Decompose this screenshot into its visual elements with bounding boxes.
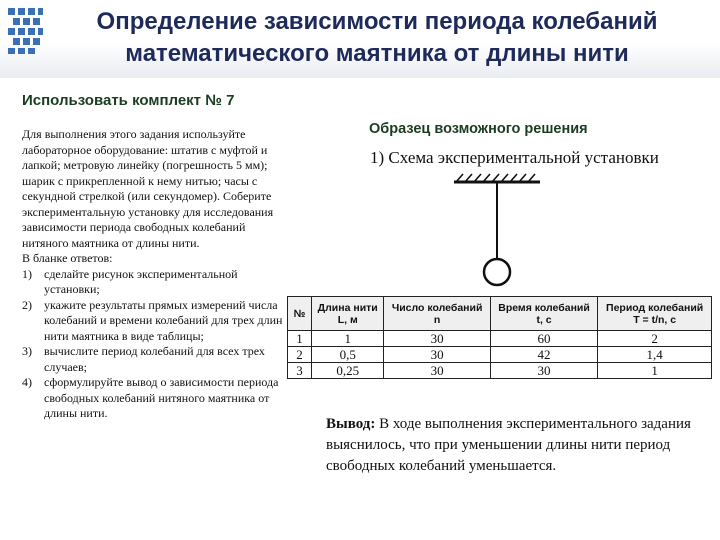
- table-row: [288, 331, 712, 347]
- table-cell: 1: [312, 331, 384, 347]
- conclusion-label: Вывод:: [326, 416, 376, 432]
- table-cell: 30: [384, 331, 490, 347]
- table-cell: 30: [384, 363, 490, 379]
- table-row: [288, 363, 712, 379]
- table-cell: 30: [384, 347, 490, 363]
- column-header-time: Время колебаний t, с: [490, 297, 597, 331]
- page-title: [52, 6, 702, 70]
- step-text: укажите результаты прямых измерений числа колебаний и времени колебаний для трех длин нити маятника в виде таблицы;: [44, 297, 283, 343]
- step-number: 3): [22, 344, 32, 358]
- table-header-row: [288, 297, 712, 331]
- task-steps: [22, 267, 287, 422]
- table-cell: 60: [490, 331, 597, 347]
- table-cell: 42: [490, 347, 597, 363]
- pendulum-diagram: [450, 172, 560, 292]
- task-step: [22, 298, 287, 345]
- conclusion-text: В ходе выполнения экспериментального задания выяснилось, что при уменьшении длины нити период свободных колебаний уменьшается.: [326, 416, 691, 474]
- title-line-2: математического маятника от длины нити: [125, 40, 629, 67]
- sample-solution-title: Образец возможного решения: [369, 121, 588, 137]
- title-line-1: Определение зависимости периода колебаний: [96, 8, 658, 35]
- table-cell: 0,5: [312, 347, 384, 363]
- results-table: [287, 296, 712, 379]
- task-step: [22, 344, 287, 375]
- column-header-period: Период колебаний T = t/n, с: [598, 297, 712, 331]
- task-step: [22, 267, 287, 298]
- step-text: вычислите период колебаний для всех трех случаев;: [44, 344, 265, 374]
- task-intro: Для выполнения этого задания используйте лабораторное оборудование: штатив с муфтой и лапкой; метровую линейку (погрешность 5 мм); шарик с прикрепленной к нему нитью; часы с секундной стрелкой (или секундомер). Соберите экспериментальную установку для исследования зависимости периода свободных колебаний нитяного маятника от длины нити.: [22, 127, 274, 250]
- task-step: [22, 375, 287, 422]
- step-number: 1): [22, 266, 32, 281]
- answers-label: В бланке ответов:: [22, 251, 113, 265]
- step-number: 4): [22, 375, 32, 389]
- table-cell: 2: [598, 331, 712, 347]
- pendulum-ball: [484, 259, 510, 285]
- column-header-length: Длина нити L, м: [312, 297, 384, 331]
- step-number: 2): [22, 297, 32, 312]
- column-header-number: №: [288, 297, 312, 331]
- table-row: [288, 347, 712, 363]
- scheme-label: 1) Схема экспериментальной установки: [370, 148, 659, 167]
- grid-logo-icon: [6, 6, 44, 56]
- table-cell: 2: [288, 347, 312, 363]
- table-cell: 30: [490, 363, 597, 379]
- step-text: сделайте рисунок экспериментальной установки;: [44, 266, 238, 296]
- table-cell: 1: [288, 331, 312, 347]
- table-cell: 1,4: [598, 347, 712, 363]
- step-text: сформулируйте вывод о зависимости периода свободных колебаний нитяного маятника от длины нити.: [44, 375, 279, 420]
- kit-label: Использовать комплект № 7: [22, 92, 235, 109]
- column-header-count: Число колебаний n: [384, 297, 490, 331]
- table-cell: 0,25: [312, 363, 384, 379]
- conclusion: [326, 414, 706, 477]
- task-description: [22, 127, 287, 422]
- table-cell: 1: [598, 363, 712, 379]
- table-cell: 3: [288, 363, 312, 379]
